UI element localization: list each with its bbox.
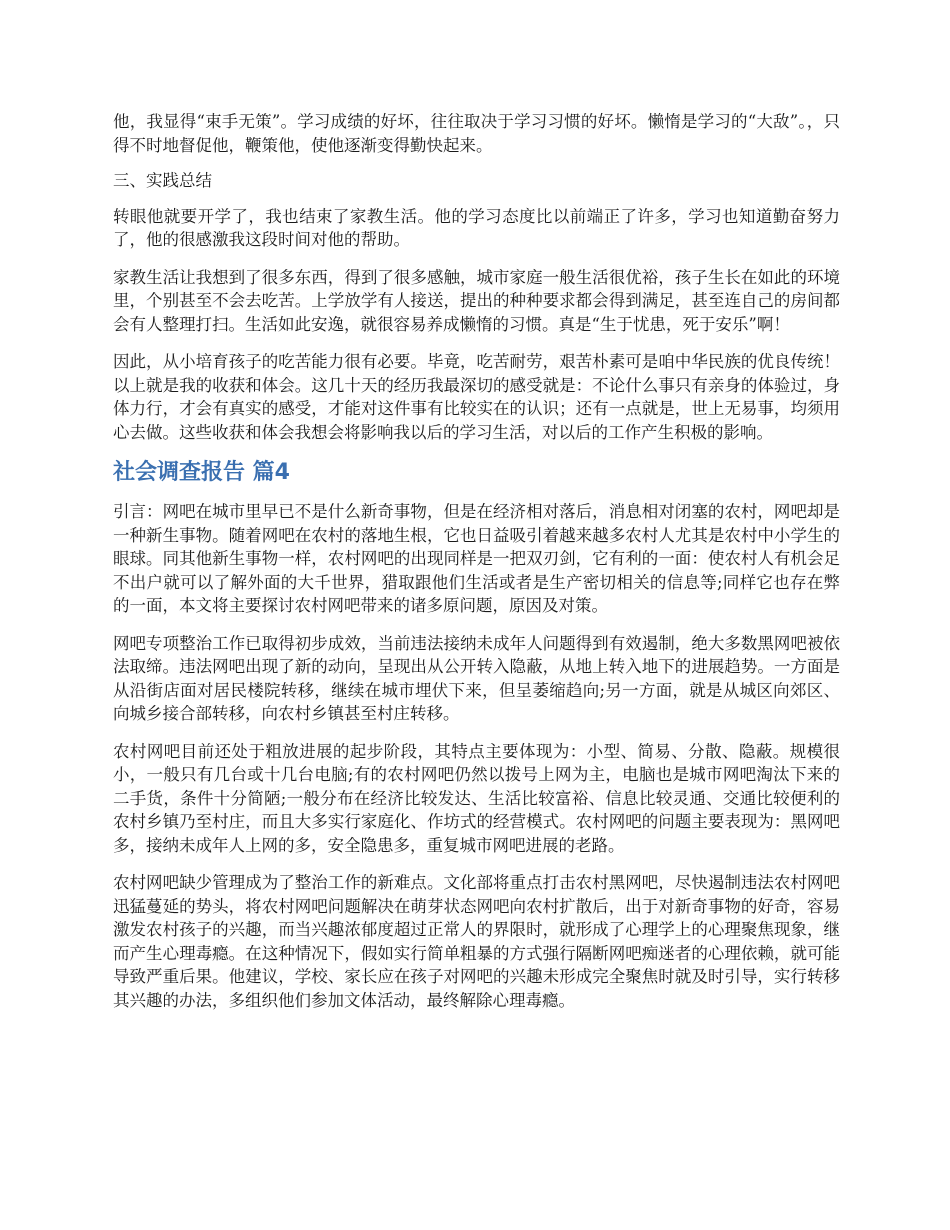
paragraph-report-intro: 引言：网吧在城市里早已不是什么新奇事物，但是在经济相对落后，消息相对闭塞的农村，网吧却是一种新生事物。随着网吧在农村的落地生根，它也日益吸引着越来越多农村人尤其是农村中小学生的眼球。同其他新生事物一样，农村网吧的出现同样是一把双刃剑，它有利的一面：使农村人有机会足不出户就可以了解外面的大千世界，猎取跟他们生活或者是生产密切相关的信息等;同样它也存在弊的一面，本文将主要探讨农村网吧带来的诸多原问题，原因及对策。	[113, 502, 840, 615]
paragraph-summary-2: 家教生活让我想到了很多东西，得到了很多感触，城市家庭一般生活很优裕，孩子生长在如此的环境里，个别甚至不会去吃苦。上学放学有人接送，提出的种种要求都会得到满足，甚至连自己的房间都会有人整理打扫。生活如此安逸，就很容易养成懒惰的习惯。真是“生于忧患，死于安乐”啊！	[113, 267, 840, 334]
paragraph-summary-1: 转眼他就要开学了，我也结束了家教生活。他的学习态度比以前端正了许多，学习也知道勤奋努力了，他的很感激我这段时间对他的帮助。	[113, 206, 840, 249]
section-label-practice-summary: 三、实践总结	[113, 171, 212, 190]
report-heading: 社会调查报告 篇4	[113, 460, 290, 485]
paragraph-report-3: 农村网吧目前还处于粗放进展的起步阶段，其特点主要体现为：小型、简易、分散、隐蔽。规模很小，一般只有几台或十几台电脑;有的农村网吧仍然以拨号上网为主，电脑也是城市网吧淘汰下来的二手货，条件十分简陋;一般分布在经济比较发达、生活比较富裕、信息比较灵通、交通比较便利的农村乡镇乃至村庄，而且大多实行家庭化、作坊式的经营模式。农村网吧的问题主要表现为：黑网吧多，接纳未成年人上网的多，安全隐患多，重复城市网吧进展的老路。	[113, 741, 840, 855]
paragraph-summary-3: 因此，从小培育孩子的吃苦能力很有必要。毕竟，吃苦耐劳，艰苦朴素可是咱中华民族的优良传统！以上就是我的收获和体会。这几十天的经历我最深切的感受就是：不论什么事只有亲身的体验过，身体力行，才会有真实的感受，才能对这件事有比较实在的认识；还有一点就是，世上无易事，均须用心去做。这些收获和体会我想会将影响我以后的学习生活，对以后的工作产生积极的影响。	[113, 352, 840, 442]
document-page	[113, 110, 840, 1026]
paragraph-continuation: 他，我显得“束手无策”。学习成绩的好坏，往往取决于学习习惯的好坏。懒惰是学习的“大敌”。，只得不时地督促他，鞭策他，使他逐渐变得勤快起来。	[113, 112, 840, 155]
paragraph-report-2: 网吧专项整治工作已取得初步成效，当前违法接纳未成年人问题得到有效遏制，绝大多数黑网吧被依法取缔。违法网吧出现了新的动向，呈现出从公开转入隐蔽，从地上转入地下的进展趋势。一方面是从沿街店面对居民楼院转移，继续在城市埋伏下来，但呈萎缩趋向;另一方面，就是从城区向郊区、向城乡接合部转移，向农村乡镇甚至村庄转移。	[113, 633, 840, 723]
paragraph-report-4: 农村网吧缺少管理成为了整治工作的新难点。文化部将重点打击农村黑网吧，尽快遏制违法农村网吧迅猛蔓延的势头，将农村网吧问题解决在萌芽状态网吧向农村扩散后，出于对新奇事物的好奇，容易激发农村孩子的兴趣，而当兴趣浓郁度超过正常人的界限时，就形成了心理学上的心理聚焦现象，继而产生心理毒瘾。在这种情况下，假如实行简单粗暴的方式强行隔断网吧痴迷者的心理依赖，就可能导致严重后果。他建议，学校、家长应在孩子对网吧的兴趣未形成完全聚焦时就及时引导，实行转移其兴趣的办法，多组织他们参加文体活动，最终解除心理毒瘾。	[113, 873, 840, 1010]
